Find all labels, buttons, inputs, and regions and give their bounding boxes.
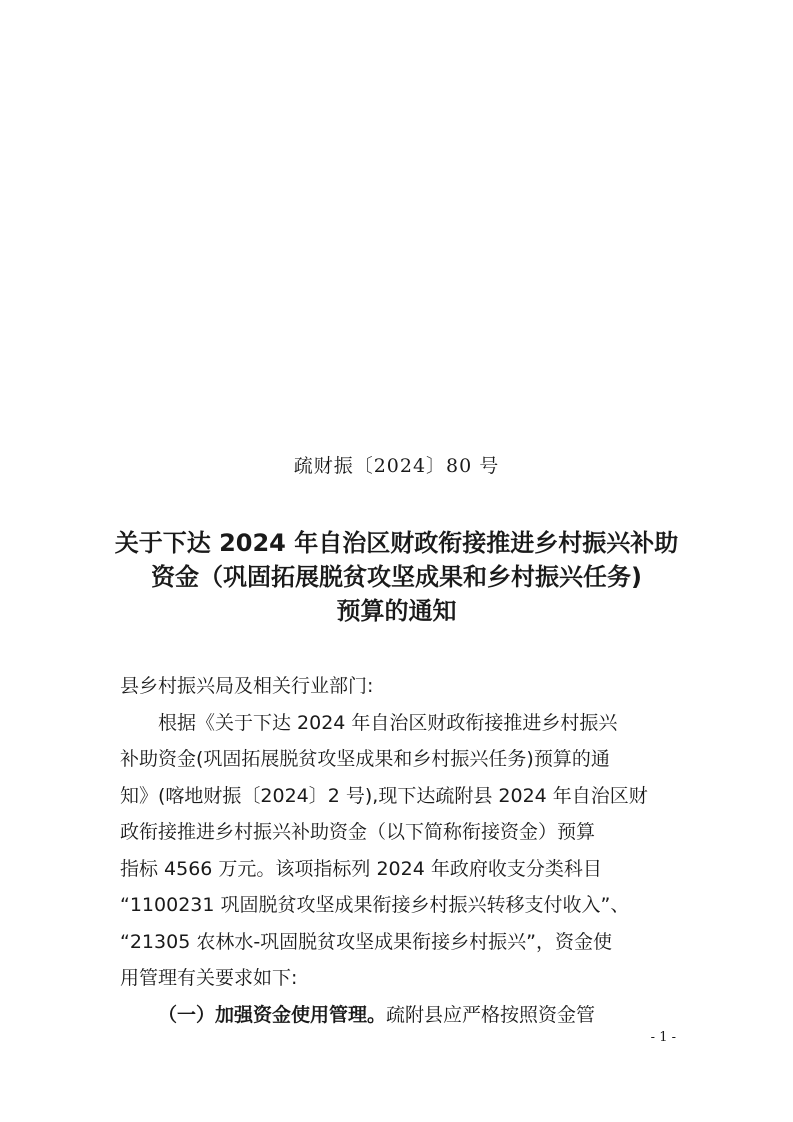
item-1-text: 疏附县应严格按照资金管 [386, 1003, 596, 1026]
paragraph-line-6: “1100231 巩固脱贫攻坚成果衔接乡村振兴转移支付收入”、 [120, 894, 630, 916]
title-line-2: 资金（巩固拓展脱贫攻坚成果和乡村振兴任务) [151, 563, 642, 591]
title-line-1: 关于下达 2024 年自治区财政衔接推进乡村振兴补助 [114, 529, 679, 557]
paragraph-line-8: 用管理有关要求如下: [120, 967, 298, 989]
title-line-3: 预算的通知 [336, 597, 457, 625]
paragraph-line-3: 知》(喀地财振〔2024〕2 号),现下达疏附县 2024 年自治区财 [120, 784, 648, 807]
item-1 [120, 997, 680, 1034]
paragraph-line-7: “21305 农林水-巩固脱贫攻坚成果衔接乡村振兴”，资金使 [120, 930, 613, 953]
paragraph-line-5: 指标 4566 万元。该项指标列 2024 年政府收支分类科目 [120, 857, 602, 880]
document-title [60, 526, 733, 628]
document-number: 疏财振〔2024〕80 号 [293, 455, 500, 477]
paragraph-line-1: 根据《关于下达 2024 年自治区财政衔接推进乡村振兴 [158, 711, 618, 734]
page-number: - 1 - [650, 1030, 676, 1045]
paragraph-line-4: 政衔接推进乡村振兴补助资金（以下简称衔接资金）预算 [120, 821, 596, 843]
item-1-heading: （一）加强资金使用管理。 [158, 1003, 387, 1026]
addressee: 县乡村振兴局及相关行业部门: [120, 675, 374, 697]
paragraph-line-2: 补助资金(巩固拓展脱贫攻坚成果和乡村振兴任务)预算的通 [120, 748, 610, 770]
document-body [120, 668, 680, 1033]
